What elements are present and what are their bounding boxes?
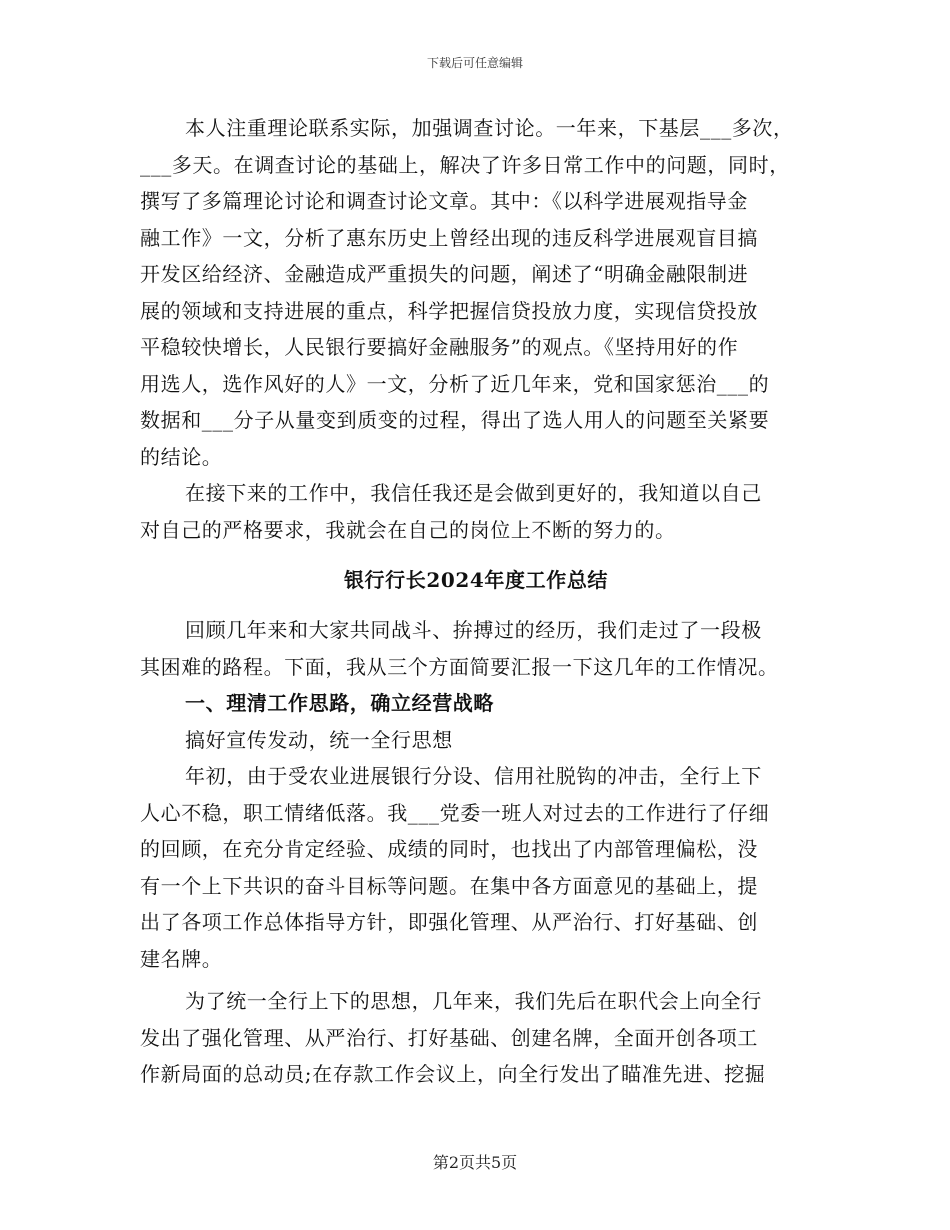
text-line: 本人注重理论联系实际，加强调查讨论。一年来，下基层___多次， <box>185 116 794 140</box>
text-line: 开发区给经济、金融造成严重损失的问题，阐述了“明确金融限制进 <box>140 262 749 286</box>
page-header-note: 下载后可任意编辑 <box>426 56 523 70</box>
text-line: 出了各项工作总体指导方针，即强化管理、从严治行、打好基础、创 <box>140 910 758 934</box>
paragraph-early-year <box>140 758 812 977</box>
document-body <box>140 110 812 1093</box>
text-line: 的回顾，在充分肯定经验、成绩的同时，也找出了内部管理偏松，没 <box>140 837 758 861</box>
paragraph-outlook <box>140 475 812 548</box>
text-line: 建名牌。 <box>140 946 223 971</box>
paragraph-practice <box>140 110 812 475</box>
text-line: 为了统一全行上下的思想，几年来，我们先后在职代会上向全行 <box>185 989 762 1013</box>
text-line: 有一个上下共识的奋斗目标等问题。在集中各方面意见的基础上，提 <box>140 873 758 898</box>
text-line: 人心不稳，职工情绪低落。我___党委一班人对过去的工作进行了仔细 <box>140 800 770 825</box>
text-line: 回顾几年来和大家共同战斗、拚搏过的经历，我们走过了一段极 <box>185 618 762 642</box>
text-line: 展的领域和支持进展的重点，科学把握信贷投放力度，实现信贷投放 <box>140 298 758 323</box>
text-line: 其困难的路程。下面，我从三个方面简要汇报一下这几年的工作情况。 <box>140 654 779 679</box>
text-line: 的结论。 <box>140 444 223 469</box>
text-line: 用选人，选作风好的人》一文，分析了近几年来，党和国家惩治___的 <box>140 371 770 396</box>
text-line: ___多天。在调查讨论的基础上，解决了许多日常工作中的问题，同时， <box>140 152 790 177</box>
paragraph-unify <box>140 983 812 1093</box>
text-line: 发出了强化管理、从严治行、打好基础、创建名牌，全面开创各项工 <box>140 1025 758 1050</box>
paragraph-review <box>140 612 812 685</box>
text-line: 撰写了多篇理论讨论和调查讨论文章。其中：《以科学进展观指导金 <box>140 189 748 213</box>
text-line: 对自己的严格要求，我就会在自己的岗位上不断的努力的。 <box>140 517 676 542</box>
text-line: 作新局面的总动员;在存款工作会议上，向全行发出了瞄准先进、挖掘 <box>140 1062 766 1086</box>
text-line: 年初，由于受农业进展银行分设、信用社脱钩的冲击，全行上下 <box>185 764 762 788</box>
text-line: 在接下来的工作中，我信任我还是会做到更好的，我知道以自己 <box>185 481 762 505</box>
document-title: 银行行长2024年度工作总结 <box>343 568 609 592</box>
page-number: 第2页共5页 <box>432 1153 518 1172</box>
text-line: 平稳较快增长，人民银行要搞好金融服务”的观点。《坚持用好的作 <box>140 335 739 359</box>
text-line: 数据和___分子从量变到质变的过程，得出了选人用人的问题至关紧要 <box>140 408 770 432</box>
subsection-heading: 搞好宣传发动，统一全行思想 <box>185 727 453 752</box>
text-line: 融工作》一文，分析了惠东历史上曾经出现的违反科学进展观盲目搞 <box>140 225 758 250</box>
section-heading: 一、理清工作思路，确立经营战略 <box>185 691 494 715</box>
